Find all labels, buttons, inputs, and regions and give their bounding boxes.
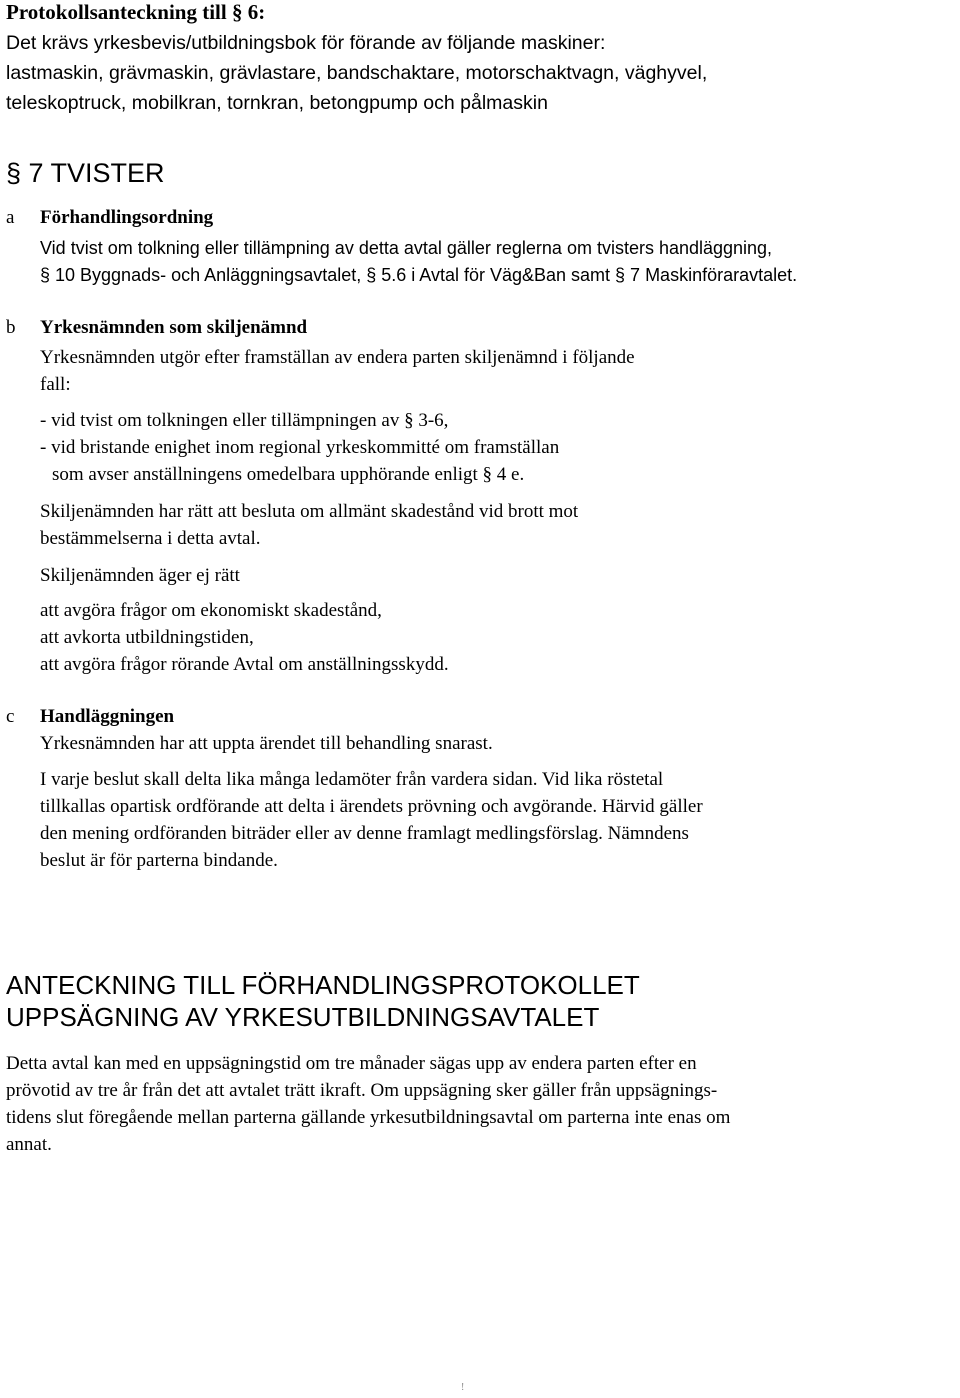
item-c-paragraph <box>40 766 703 874</box>
item-a-text <box>40 235 797 289</box>
item-b-no-right-item: att avgöra frågor rörande Avtal om anställningsskydd. <box>40 654 449 675</box>
item-b-intro-line: fall: <box>40 374 71 395</box>
item-c-para-line: I varje beslut skall delta lika många ledamöter från vardera sidan. Vid lika röstetal <box>40 769 664 790</box>
item-c-para-line: beslut är för parterna bindande. <box>40 850 278 871</box>
item-b-list-item: - vid bristande enighet inom regional yrkeskommitté om framställan <box>40 437 560 458</box>
item-b-damages-line: bestämmelserna i detta avtal. <box>40 528 261 549</box>
annotation-heading <box>6 969 640 1033</box>
annotation-heading-line: ANTECKNING TILL FÖRHANDLINGSPROTOKOLLET <box>6 970 640 1000</box>
item-b-list-item: - vid tvist om tolkningen eller tillämpningen av § 3-6, <box>40 410 449 431</box>
section-heading: § 7 TVISTER <box>6 158 165 188</box>
item-b-no-right-list <box>40 597 449 678</box>
item-b-damages-line: Skiljenämnden har rätt att besluta om allmänt skadestånd vid brott mot <box>40 501 579 522</box>
item-c-title: Handläggningen <box>40 706 175 727</box>
item-c-line: Yrkesnämnden har att uppta ärendet till behandling snarast. <box>40 733 493 754</box>
item-letter-a: a <box>6 207 15 228</box>
protocol-note-line: Det krävs yrkesbevis/utbildningsbok för förande av följande maskiner: <box>6 32 606 54</box>
protocol-note-title: Protokollsanteckning till § 6: <box>6 0 266 24</box>
item-b-no-right-heading: Skiljenämnden äger ej rätt <box>40 565 240 586</box>
item-c-para-line: den mening ordföranden biträder eller av denne framlagt medlingsförslag. Nämndens <box>40 823 689 844</box>
item-b-list-item: som avser anställningens omedelbara upphörande enligt § 4 e. <box>52 464 525 485</box>
item-b-title: Yrkesnämnden som skiljenämnd <box>40 317 308 338</box>
protocol-note-line: teleskoptruck, mobilkran, tornkran, betongpump och pålmaskin <box>6 92 548 114</box>
protocol-note-text <box>6 28 707 118</box>
annotation-body-line: tidens slut föregående mellan parterna gällande yrkesutbildningsavtal om parterna inte enas om <box>6 1107 731 1128</box>
footer-mark: ! <box>461 1382 465 1393</box>
annotation-body-line: prövotid av tre år från det att avtalet trätt ikraft. Om uppsägning sker gäller från uppsägnings- <box>6 1080 718 1101</box>
item-letter-b: b <box>6 317 16 338</box>
annotation-body-line: Detta avtal kan med en uppsägningstid om tre månader sägas upp av endera parten efter en <box>6 1053 697 1074</box>
annotation-body <box>6 1050 730 1158</box>
item-b-list <box>40 407 559 488</box>
item-letter-c: c <box>6 706 15 727</box>
item-b-intro-line: Yrkesnämnden utgör efter framställan av endera parten skiljenämnd i följande <box>40 347 635 368</box>
protocol-note-line: lastmaskin, grävmaskin, grävlastare, bandschaktare, motorschaktvagn, väghyvel, <box>6 62 708 84</box>
annotation-body-line: annat. <box>6 1134 52 1155</box>
item-a-line: § 10 Byggnads- och Anläggningsavtalet, § 5.6 i Avtal för Väg&Ban samt § 7 Maskinföraravtalet. <box>40 265 798 285</box>
item-b-no-right-item: att avkorta utbildningstiden, <box>40 627 254 648</box>
item-b-no-right-item: att avgöra frågor om ekonomiskt skadestånd, <box>40 600 382 621</box>
item-c-para-line: tillkallas opartisk ordförande att delta i ärendets prövning och avgörande. Härvid gäller <box>40 796 703 817</box>
annotation-heading-line: UPPSÄGNING AV YRKESUTBILDNINGSAVTALET <box>6 1002 600 1032</box>
item-a-line: Vid tvist om tolkning eller tillämpning av detta avtal gäller reglerna om tvisters handläggning, <box>40 238 773 258</box>
item-b-intro <box>40 344 635 398</box>
item-b-damages <box>40 498 578 552</box>
item-a-title: Förhandlingsordning <box>40 207 214 228</box>
